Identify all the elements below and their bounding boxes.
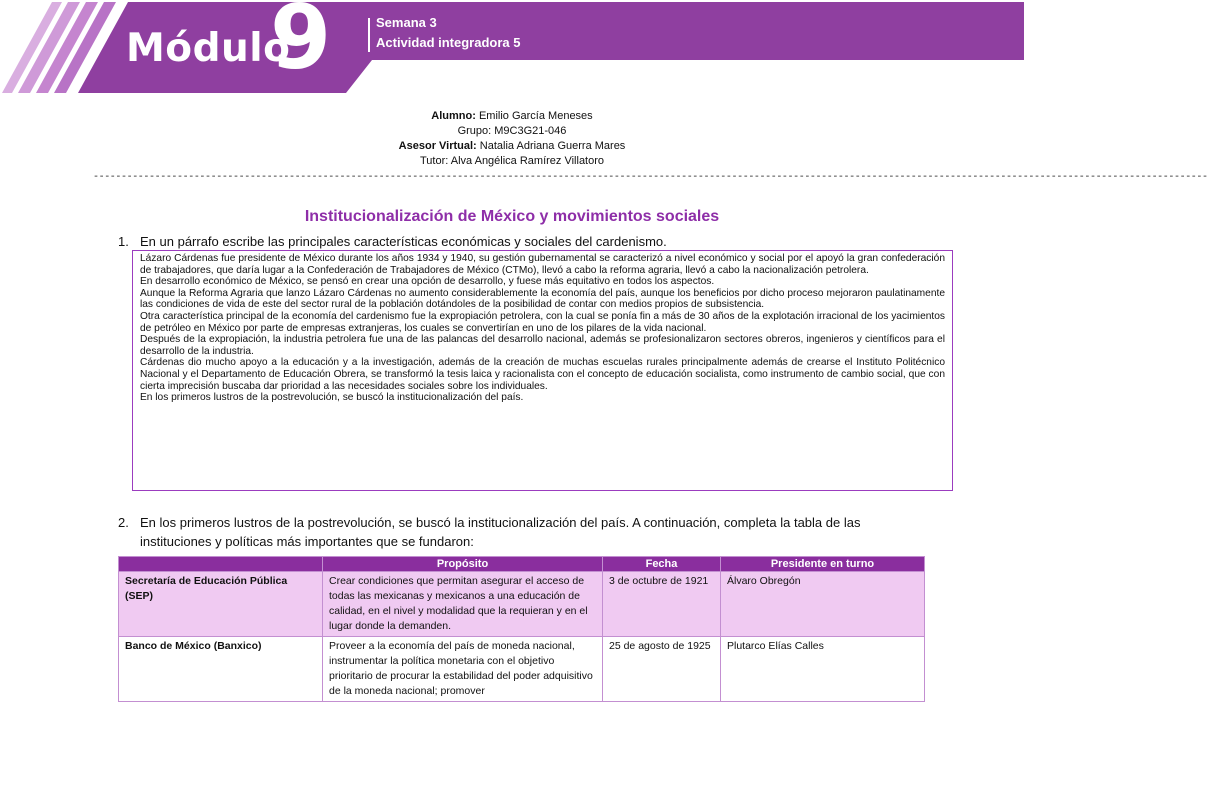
week-label: Semana 3 — [376, 15, 437, 30]
student-label: Alumno: — [431, 110, 476, 122]
advisor-name: Natalia Adriana Guerra Mares — [479, 140, 626, 152]
question-number: 2. — [118, 515, 129, 530]
activity-label: Actividad integradora 5 — [376, 35, 521, 50]
table-header-row — [119, 557, 925, 572]
purpose-text: Proveer a la economía del país de moneda nacional, instrumentar la política monetaria con el objetivo prioritario de procurar la estabilidad del poder adquisitivo de la moneda nacional; promover — [329, 640, 593, 697]
answer-paragraph: Después de la expropiación, la industria petrolera fue una de las palancas del desarrollo nacional, además se profesionalizaron sectores obreros, ingenieros y científicos para el desarrollo de la industria. — [140, 334, 945, 357]
header-date: Fecha — [603, 557, 721, 572]
question-text: En los primeros lustros de la postrevolución, se buscó la institucionalización del país. A continuación, completa la tabla de las instituciones y políticas más importantes que se fundaron: — [140, 515, 861, 549]
header-president: Presidente en turno — [721, 557, 925, 572]
date-cell[interactable]: 3 de octubre de 1921 — [603, 572, 721, 637]
answer-paragraph: Otra característica principal de la economía del cardenismo fue la expropiación petrolera, con la cual se ponía fin a más de 30 años de la explotación irracional de los yacimientos de petróleo en México por parte de empresas extranjeras, los cuales se convertirían en uno de los pilares de la vida nacional. — [140, 310, 945, 334]
question-1 — [118, 232, 948, 251]
separator-line: ------------------------------------------------------------------------------------------------------------------------------------------------------------------------------------------------------- — [93, 172, 1208, 183]
header-institution — [119, 557, 323, 572]
header-divider — [368, 18, 370, 52]
advisor-label: Asesor Virtual: — [398, 140, 477, 152]
institutions-table — [118, 556, 925, 702]
purpose-cell[interactable] — [323, 637, 603, 702]
answer-paragraph: Aunque la Reforma Agraria que lanzo Lázaro Cárdenas no aumento considerablemente la economía del país, aunque los beneficios por dicho proceso mejoraron paulatinamente las condiciones de vida de este del sector rural de la población dotándoles de la posibilidad de contar con medios propios de subsistencia. — [140, 287, 945, 311]
header-purpose: Propósito — [323, 557, 603, 572]
student-name: Emilio García Meneses — [478, 110, 593, 122]
answer-paragraph: En desarrollo económico de México, se pensó en crear una opción de desarrollo, y fuese más equitativo en todos los aspectos. — [140, 276, 715, 288]
question-2 — [118, 513, 948, 551]
header-banner — [0, 0, 1024, 96]
question-number: 1. — [118, 234, 129, 249]
answer-paragraph: En los primeros lustros de la postrevolución, se buscó la institucionalización del país. — [140, 392, 524, 404]
institution-cell[interactable]: Secretaría de Educación Pública (SEP) — [119, 572, 323, 637]
president-cell[interactable]: Plutarco Elías Calles — [721, 637, 925, 702]
president-cell[interactable]: Álvaro Obregón — [721, 572, 925, 637]
tutor-line: Tutor: Alva Angélica Ramírez Villatoro — [419, 155, 605, 167]
purpose-cell[interactable]: Crear condiciones que permitan asegurar el acceso de todas las mexicanas y mexicanos a una educación de calidad, en el nivel y modalidad que la requieran y en el lugar donde la demanden. — [323, 572, 603, 637]
group-line: Grupo: M9C3G21-046 — [457, 125, 567, 137]
answer-paragraph: Lázaro Cárdenas fue presidente de México durante los años 1934 y 1940, su gestión gubernamental se caracterizó a nivel económico y social por el apoyó la gran confederación de trabajadores, que daría lugar a la Confederación de Trabajadores de México (CTMo), llevó a cabo la reforma agraria, llevó a cabo la nacionalización petrolera. — [140, 253, 945, 276]
table-row — [119, 572, 925, 637]
institution-cell[interactable]: Banco de México (Banxico) — [119, 637, 323, 702]
advisor-line — [0, 139, 1024, 154]
answer-box[interactable] — [132, 250, 953, 491]
table-row — [119, 637, 925, 702]
date-cell[interactable]: 25 de agosto de 1925 — [603, 637, 721, 702]
student-line — [0, 109, 1024, 124]
question-text: En un párrafo escribe las principales características económicas y sociales del cardenismo. — [140, 234, 667, 249]
module-number: 9 — [270, 0, 332, 89]
module-label: Módulo — [126, 26, 291, 71]
answer-paragraph: Cárdenas dio mucho apoyo a la educación y a la investigación, además de la creación de muchas escuelas rurales principalmente además de crearse el Instituto Politécnico Nacional y el Departamento de Educación Obrera, se transformó la tesis laica y racionalista con el concepto de educación socialista, como instrumento de cambio social, que con cierta imprecisión buscaba dar prioridad a las necesidades sociales sobre los individuales. — [140, 357, 945, 392]
page-title: Institucionalización de México y movimientos sociales — [304, 208, 720, 225]
